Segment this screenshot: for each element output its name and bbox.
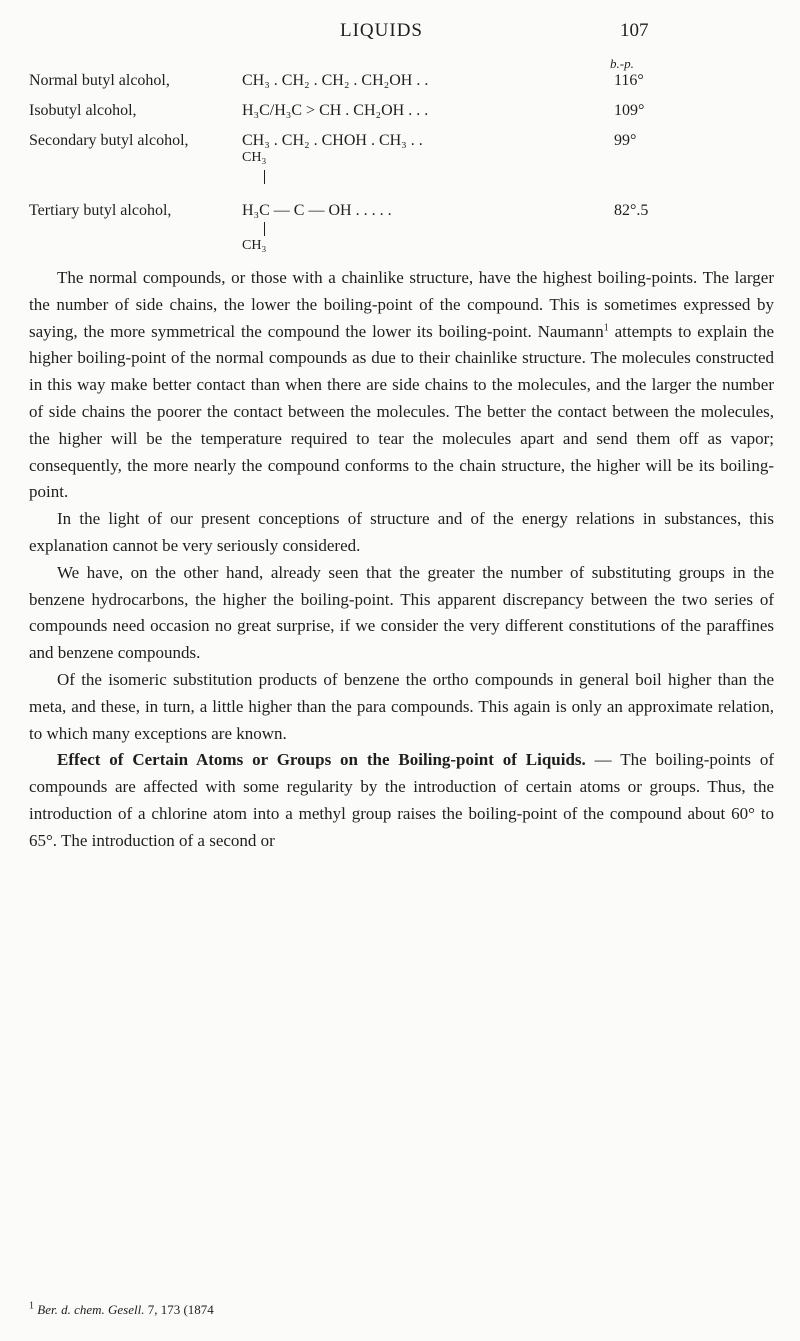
boiling-point-value: 82°.5	[614, 202, 649, 219]
boiling-point-value: 109°	[614, 102, 645, 119]
footnote-reference: 7, 173 (1874	[147, 1302, 214, 1317]
footnote	[29, 1302, 214, 1318]
alcohol-formula-table	[0, 72, 800, 262]
footnote-number: 1	[29, 1300, 34, 1312]
running-head	[0, 20, 800, 44]
paragraph: Of the isomeric substitution products of benzene the ortho compounds in general boil higher than the meta, and these, in turn, a little higher than the para compounds. This again is only an approximate relation, to which many exceptions are known.	[29, 669, 774, 743]
paragraph: In the light of our present conceptions of structure and of the energy relations in substances, this explanation cannot be very seriously considered.	[29, 509, 774, 555]
compound-formula: H₃C/H₃C > CH . CH₂OH . . .	[242, 102, 429, 119]
methyl-substituent-bottom: CH₃	[242, 238, 267, 253]
boiling-point-value: 99°	[614, 132, 637, 149]
paragraph	[29, 265, 774, 506]
page-number: 107	[620, 20, 649, 41]
boiling-point-column-label: b.-p.	[610, 56, 634, 71]
compound-name: Normal butyl alcohol,	[29, 72, 170, 89]
boiling-point-value: 116°	[614, 72, 644, 89]
paragraph-text: attempts to explain the higher boiling-point of the normal compounds as due to their chainlike structure. The molecules constructed in this way make better contact than when there are side chains to the molecules, and the larger the number of side chains the poorer the contact between the molecules. The better the contact between the molecules, the higher will be the temperature required to tear the molecules apart and send them off as vapor; consequently, the more nearly the compound conforms to the chain structure, the higher will be its boiling-point.	[29, 321, 774, 502]
bond-line-bottom	[264, 222, 265, 236]
paragraph: We have, on the other hand, already seen that the greater the number of substituting groups in the benzene hydrocarbons, the higher the boiling-point. This apparent discrepancy between the two series of compounds need occasion no great surprise, if we consider the very different constitutions of the paraffines and benzene compounds.	[29, 562, 774, 663]
compound-formula: CH₃ . CH₂ . CH₂ . CH₂OH . .	[242, 72, 429, 89]
methyl-substituent-top: CH₃	[242, 150, 267, 165]
compound-name: Isobutyl alcohol,	[29, 102, 137, 119]
body-text	[29, 265, 774, 855]
compound-name: Tertiary butyl alcohol,	[29, 202, 172, 219]
footnote-journal: Ber. d. chem. Gesell.	[37, 1302, 145, 1317]
footnote-marker[interactable]: 1	[603, 321, 609, 333]
bond-line-top	[264, 170, 265, 184]
paragraph-text: The normal compounds, or those with a chainlike structure, have the highest boiling-points. The larger the number of side chains, the lower the boiling-point of the compound. This is sometimes expressed by saying, the more symmetrical the compound the lower its boiling-point. Naumann	[29, 268, 774, 341]
running-title: LIQUIDS	[340, 20, 423, 41]
paragraph	[29, 747, 774, 854]
compound-name: Secondary butyl alcohol,	[29, 132, 189, 149]
compound-formula: CH₃ . CH₂ . CHOH . CH₃ . .	[242, 132, 423, 149]
compound-formula: H₃C — C — OH . . . . .	[242, 202, 392, 219]
paragraph-text: — The boiling-points of compounds are affected with some regularity by the introduction of certain atoms or groups. Thus, the introduction of a chlorine atom into a methyl group raises the boiling-point of the compound about 60° to 65°. The introduction of a second or	[29, 750, 774, 850]
section-heading: Effect of Certain Atoms or Groups on the Boiling-point of Liquids.	[57, 750, 586, 770]
